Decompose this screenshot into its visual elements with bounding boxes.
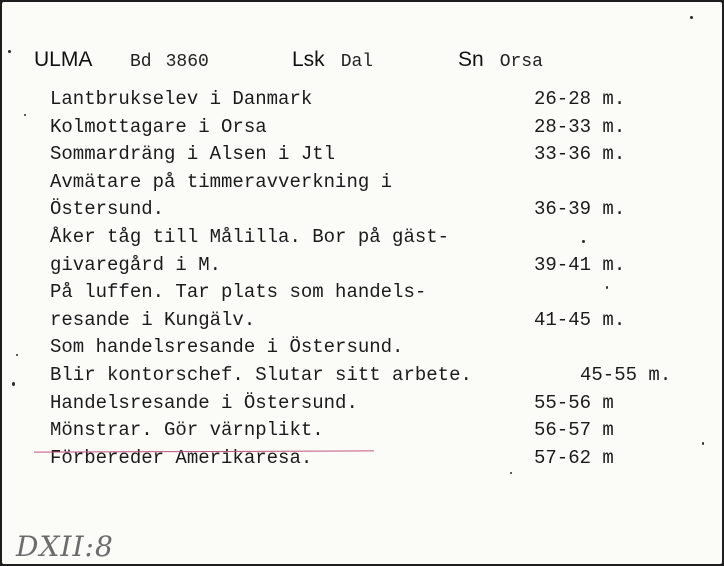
bd-label: Bd [130, 52, 152, 72]
ink-speck [582, 240, 585, 243]
entry-line [50, 392, 710, 420]
bd-value: 3860 [165, 52, 209, 72]
entry-text: Kolmottagare i Orsa [50, 115, 267, 138]
entry-line [50, 336, 710, 364]
ink-speck [702, 442, 704, 445]
entry-line [50, 254, 710, 282]
ink-speck [690, 16, 693, 19]
entry-text: Östersund. [50, 198, 165, 221]
entry-text: Handelsresande i Östersund. [50, 391, 358, 414]
lsk-value: Dal [340, 52, 374, 72]
ink-speck [12, 382, 15, 386]
entry-text: På luffen. Tar plats som handels- [50, 281, 427, 304]
entry-line [50, 143, 710, 171]
entry-text: Lantbrukselev i Danmark [50, 88, 313, 110]
entry-text: Åker tåg till Målilla. Bor på gäst- [50, 225, 450, 248]
card-header [34, 48, 694, 78]
name-field [34, 48, 92, 72]
entry-text: Avmätare på timmeravverkning i [50, 170, 393, 193]
entry-text: Förbereder Amerikaresa. [50, 446, 313, 469]
name-label: ULMA [34, 48, 93, 71]
entry-years: 39-41 m. [534, 253, 626, 276]
ink-speck [606, 286, 608, 289]
entry-line [50, 88, 710, 116]
index-card [2, 2, 722, 564]
ink-speck [24, 114, 26, 116]
entries-list [50, 88, 710, 474]
entry-line [50, 116, 710, 144]
ink-speck [510, 472, 512, 474]
entry-line [50, 171, 710, 199]
lsk-field [292, 48, 373, 72]
entry-line [50, 281, 710, 309]
entry-line [50, 419, 710, 447]
entry-text: Blir kontorschef. Slutar sitt arbete. [50, 363, 472, 386]
entry-years: 55-56 m [534, 391, 614, 414]
entry-years: 41-45 m. [534, 308, 626, 331]
sn-label: Sn [458, 48, 484, 71]
entry-line [50, 309, 710, 337]
entry-years: 45-55 m. [580, 363, 672, 386]
ink-speck [16, 354, 18, 356]
entry-line [50, 226, 710, 254]
lsk-label: Lsk [292, 48, 325, 71]
entry-text: Som handelsresande i Östersund. [50, 336, 404, 359]
entry-text: resande i Kungälv. [50, 308, 256, 331]
entry-text: Sommardräng i Alsen i Jtl [50, 143, 336, 166]
entry-line [50, 364, 710, 392]
sn-field [458, 48, 543, 72]
entry-years: 26-28 m. [534, 88, 626, 110]
entry-years: 33-36 m. [534, 143, 626, 166]
bd-field [130, 52, 209, 72]
entry-years: 36-39 m. [534, 198, 626, 221]
entry-years: 28-33 m. [534, 115, 626, 138]
ink-speck [8, 50, 11, 53]
entry-text: Mönstrar. Gör värnplikt. [50, 419, 324, 442]
sn-value: Orsa [499, 52, 543, 72]
entry-years: 56-57 m [534, 419, 614, 442]
entry-line [50, 198, 710, 226]
archive-reference: DXII:8 [16, 530, 114, 563]
entry-years: 57-62 m [534, 446, 614, 469]
entry-text: givaregård i M. [50, 253, 222, 276]
